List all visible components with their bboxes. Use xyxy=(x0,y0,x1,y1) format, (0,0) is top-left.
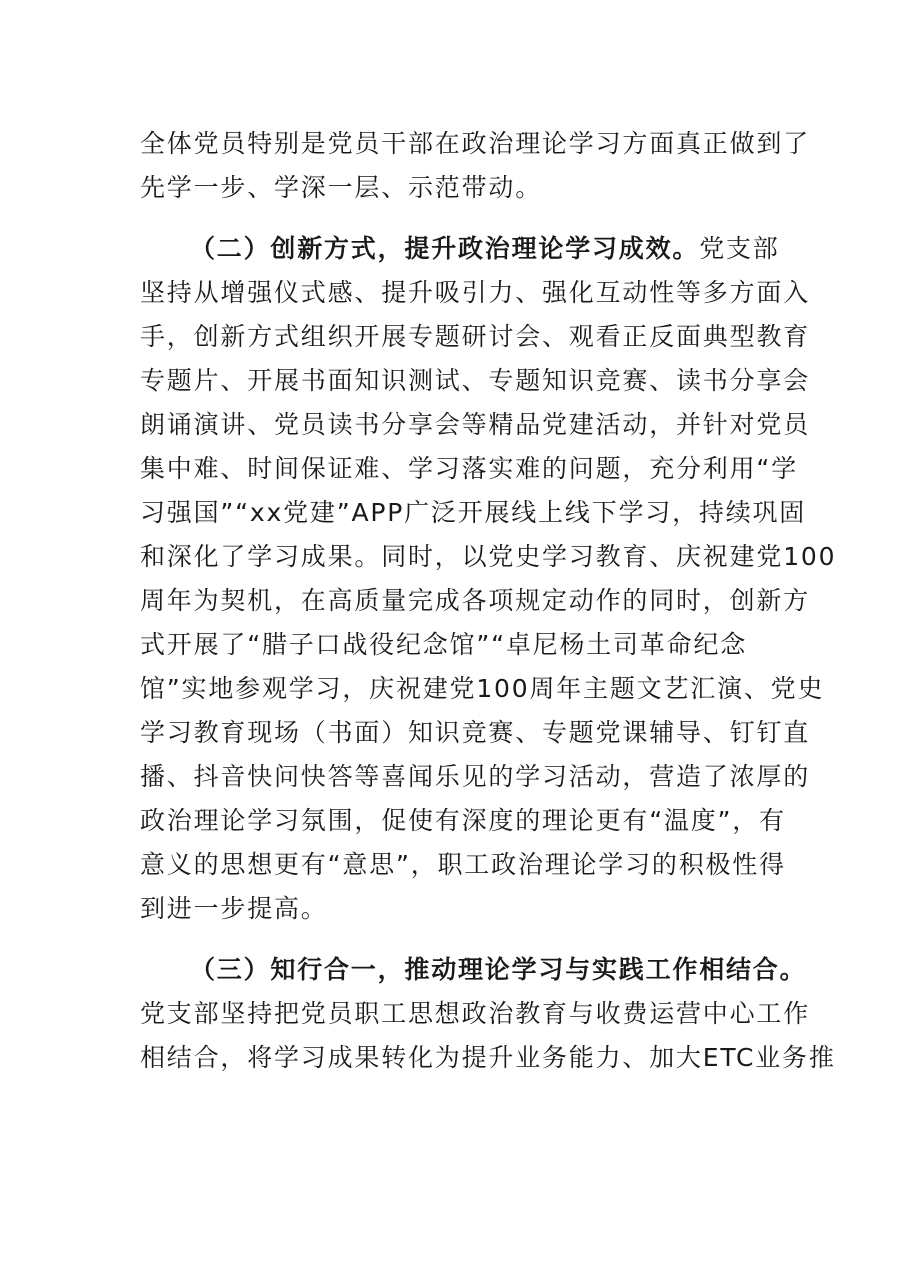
paragraph-line: 到进一步提高。 xyxy=(140,894,328,923)
paragraph-line: 相结合，将学习成果转化为提升业务能力、加大ETC业务推 xyxy=(140,1043,836,1072)
paragraph-line: 政治理论学习氛围，促使有深度的理论更有“温度”，有 xyxy=(140,806,786,835)
paragraph-line: 馆”实地参观学习，庆祝建党100周年主题文艺汇演、党史 xyxy=(140,674,825,703)
paragraph-line: 习强国”“xx党建”APP广泛开展线上线下学习，持续巩固 xyxy=(140,498,807,527)
paragraph-line: 周年为契机，在高质量完成各项规定动作的同时，创新方 xyxy=(140,586,811,615)
paragraph-line: 朗诵演讲、党员读书分享会等精品党建活动，并针对党员 xyxy=(140,410,811,439)
paragraph-line: 坚持从增强仪式感、提升吸引力、强化互动性等多方面入 xyxy=(140,278,811,307)
section-2-first-line xyxy=(190,232,830,266)
paragraph-line: 和深化了学习成果。同时，以党史学习教育、庆祝建党100 xyxy=(140,542,837,571)
section-2-heading-tail: 党支部 xyxy=(699,234,780,263)
section-3-heading: （三）知行合一，推动理论学习与实践工作相结合。 xyxy=(190,955,807,984)
paragraph-line: 全体党员特别是党员干部在政治理论学习方面真正做到了 xyxy=(140,129,811,158)
section-2-heading: （二）创新方式，提升政治理论学习成效。 xyxy=(190,234,700,263)
paragraph-line: 播、抖音快问快答等喜闻乐见的学习活动，营造了浓厚的 xyxy=(140,762,811,791)
paragraph-line: 先学一步、学深一层、示范带动。 xyxy=(140,173,543,202)
paragraph-line: 意义的思想更有“意思”，职工政治理论学习的积极性得 xyxy=(140,850,786,879)
paragraph-line: 手，创新方式组织开展专题研讨会、观看正反面典型教育 xyxy=(140,322,811,351)
paragraph-line: 专题片、开展书面知识测试、专题知识竞赛、读书分享会 xyxy=(140,366,811,395)
paragraph-line: 学习教育现场（书面）知识竞赛、专题党课辅导、钉钉直 xyxy=(140,718,811,747)
paragraph-line: 集中难、时间保证难、学习落实难的问题，充分利用“学 xyxy=(140,454,798,483)
paragraph-line: 党支部坚持把党员职工思想政治教育与收费运营中心工作 xyxy=(140,999,811,1028)
paragraph-line: 式开展了“腊子口战役纪念馆”“卓尼杨土司革命纪念 xyxy=(140,630,748,659)
